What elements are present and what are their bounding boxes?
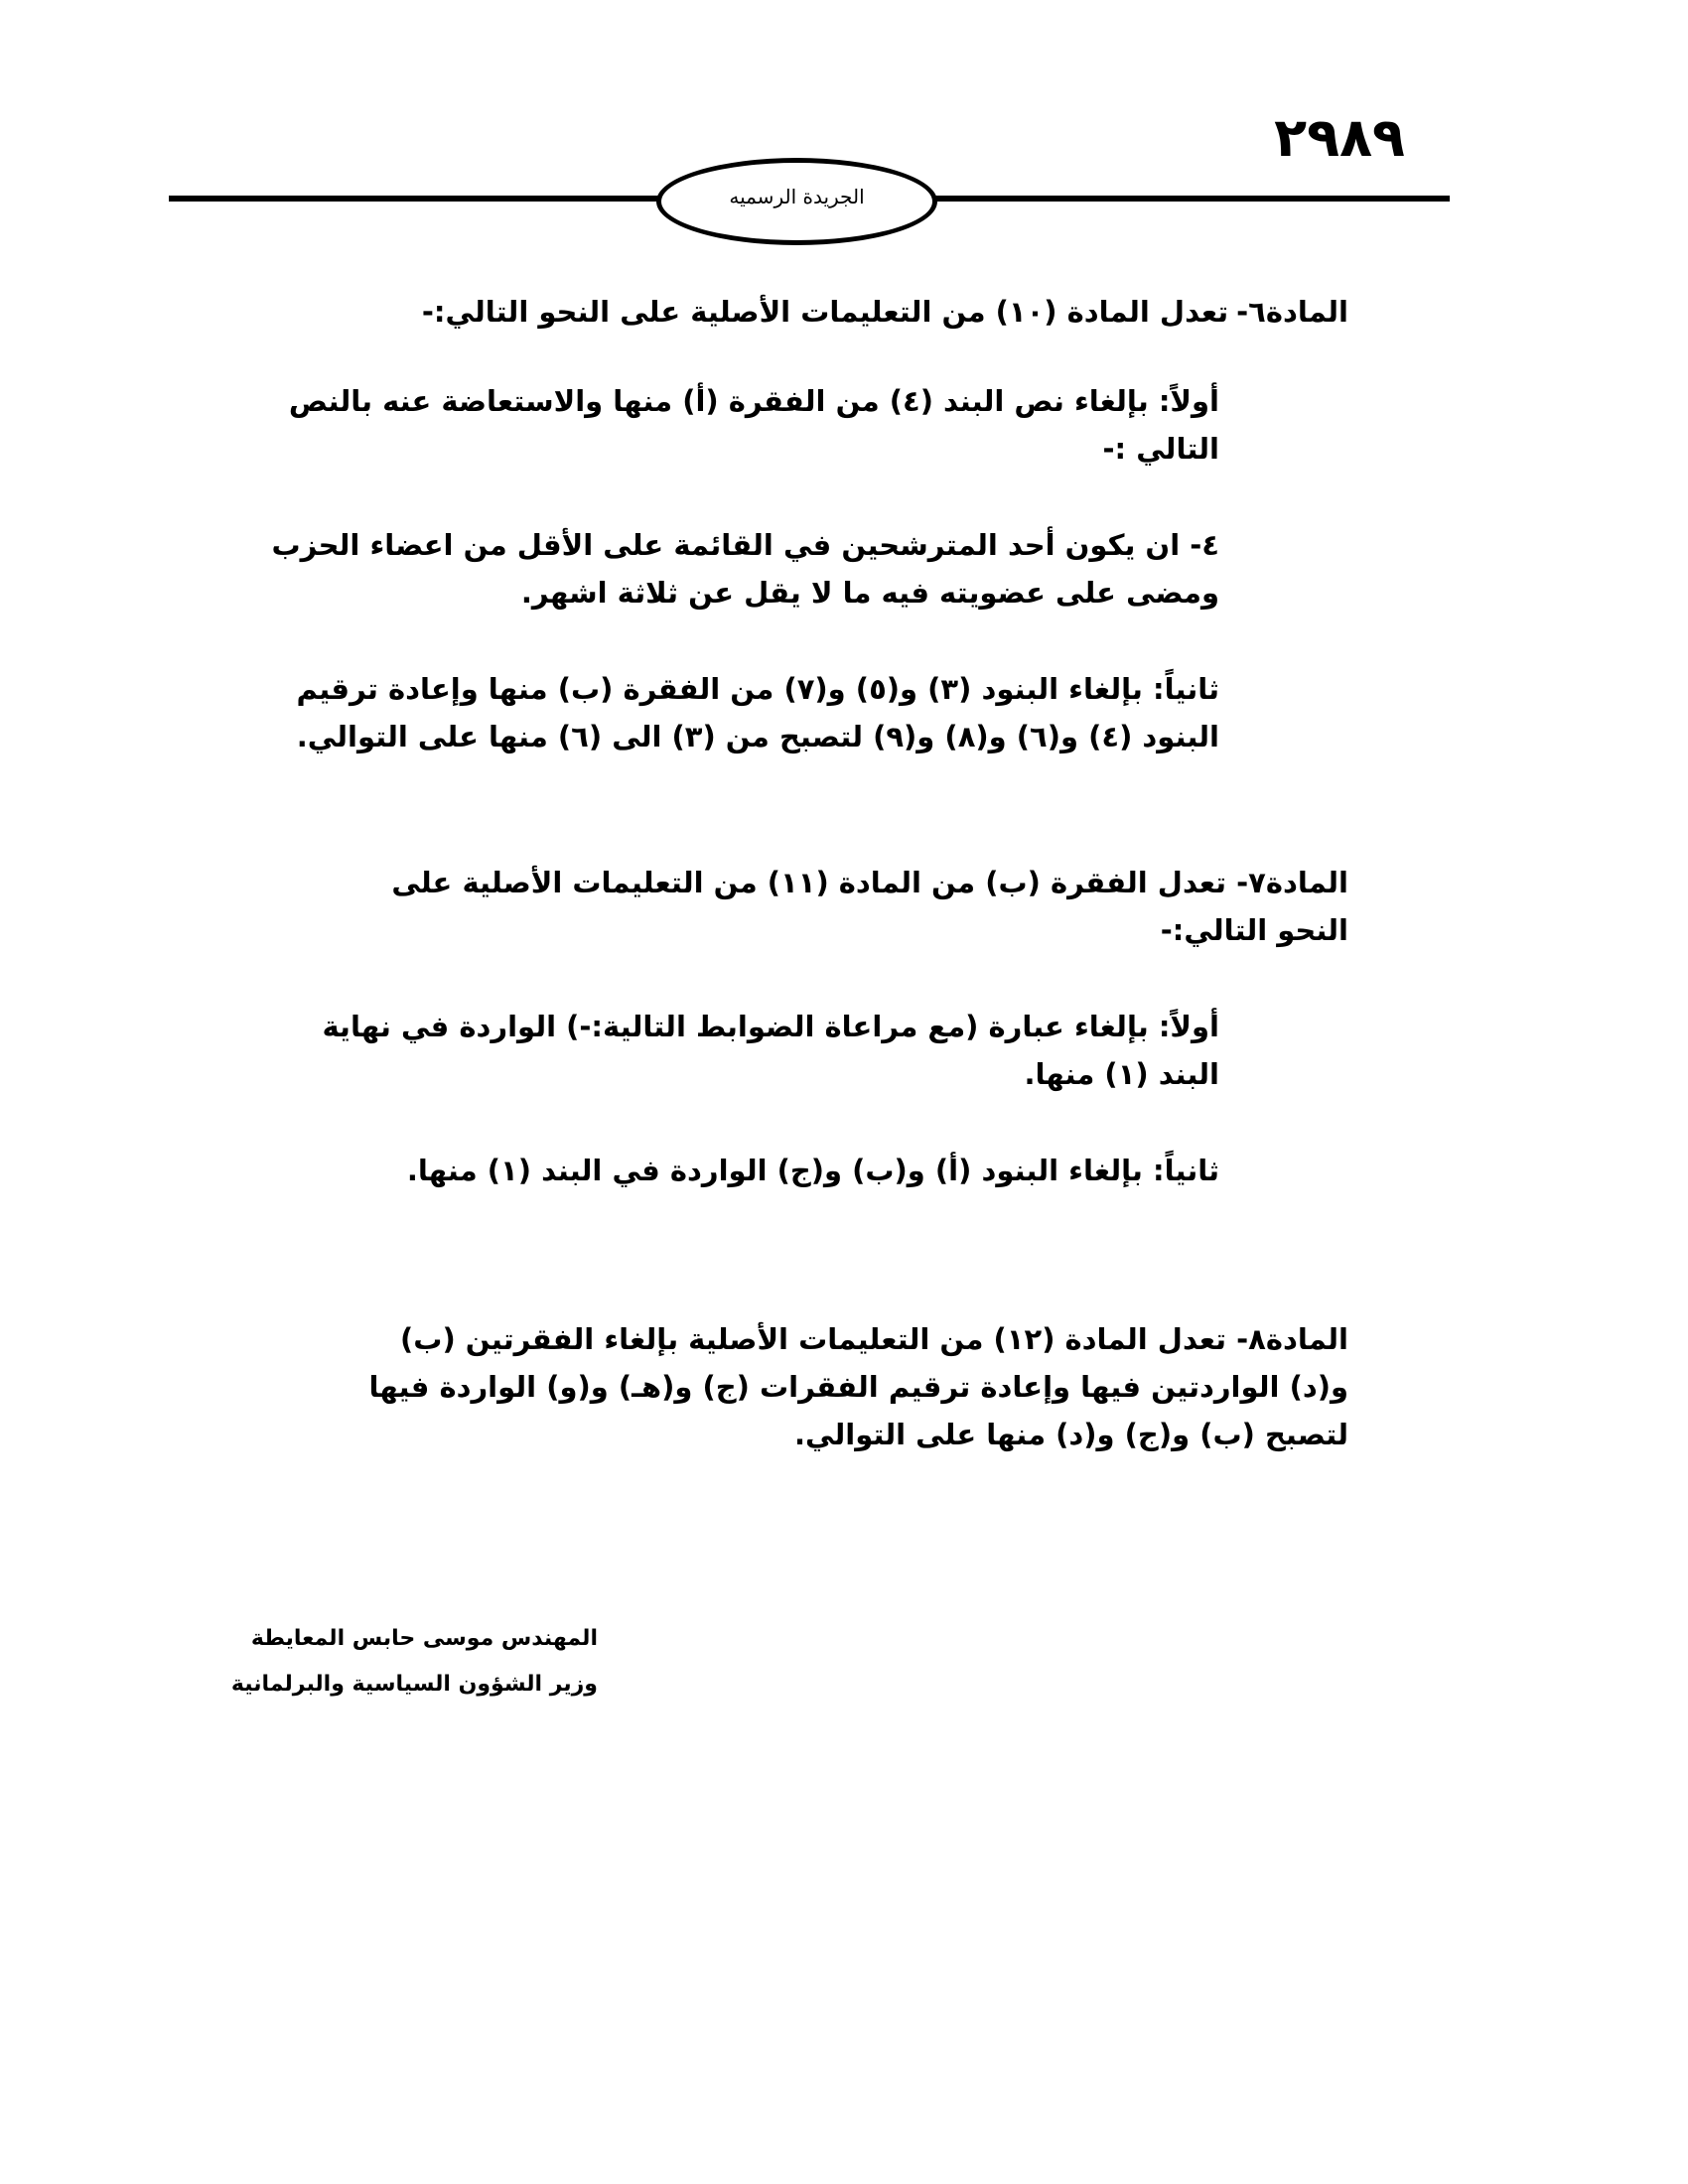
article-6-clause-4 <box>266 521 1219 616</box>
article-6-second-label: ثانياً: <box>1153 672 1219 706</box>
article-7 <box>346 859 1348 954</box>
page-number: ٢٩٨٩ <box>1274 106 1405 169</box>
article-8-text: تعدل المادة (١٢) من التعليمات الأصلية بإلغاء الفقرتين (ب) و(د) الواردتين فيها وإعادة ترقيم الفقرات (ج) و(هـ) و(و) الواردة فيها لتصبح (ب) و(ج) و(د) منها على التوالي. <box>368 1322 1348 1451</box>
signature-title: وزير الشؤون السياسية والبرلمانية <box>230 1672 598 1697</box>
article-8-label: المادة٨- <box>1236 1322 1348 1356</box>
article-6-first-label: أولاً: <box>1158 384 1219 418</box>
gazette-title: الجريدة الرسميه <box>729 185 865 208</box>
article-6-label: المادة٦- <box>1236 295 1348 329</box>
signature-block <box>231 1616 598 1707</box>
article-7-second-label: ثانياً: <box>1153 1154 1219 1187</box>
article-6-text: تعدل المادة (١٠) من التعليمات الأصلية على النحو التالي:- <box>421 295 1229 329</box>
article-7-first-text: بإلغاء عبارة (مع مراعاة الضوابط التالية:-) الواردة في نهاية البند (١) منها. <box>322 1010 1219 1091</box>
article-6 <box>346 288 1348 336</box>
article-6-second-text: بإلغاء البنود (٣) و(٥) و(٧) من الفقرة (ب) منها وإعادة ترقيم البنود (٤) و(٦) و(٨) و(٩) لتصبح من (٣) الى (٦) منها على التوالي. <box>296 672 1219 753</box>
article-7-second-text: بإلغاء البنود (أ) و(ب) و(ج) الواردة في البند (١) منها. <box>406 1154 1143 1187</box>
signature-name: المهندس موسى حابس المعايطة <box>250 1626 598 1651</box>
article-7-first-label: أولاً: <box>1158 1010 1219 1043</box>
article-6-first-text: بإلغاء نص البند (٤) من الفقرة (أ) منها والاستعاضة عنه بالنص التالي :- <box>288 384 1219 466</box>
article-6-second <box>266 665 1219 760</box>
article-6-first <box>266 377 1219 473</box>
gazette-title-oval <box>656 158 937 245</box>
article-6-clause-4-text: ان يكون أحد المترشحين في القائمة على الأقل من اعضاء الحزب ومضى على عضويته فيه ما لا يقل عن ثلاثة اشهر. <box>271 528 1219 610</box>
article-7-first <box>266 1003 1219 1098</box>
article-8 <box>346 1315 1348 1458</box>
article-7-text: تعدل الفقرة (ب) من المادة (١١) من التعليمات الأصلية على النحو التالي:- <box>391 866 1348 947</box>
article-7-label: المادة٧- <box>1236 866 1348 899</box>
article-6-clause-4-label: ٤- <box>1190 528 1219 562</box>
article-7-second <box>266 1147 1219 1194</box>
